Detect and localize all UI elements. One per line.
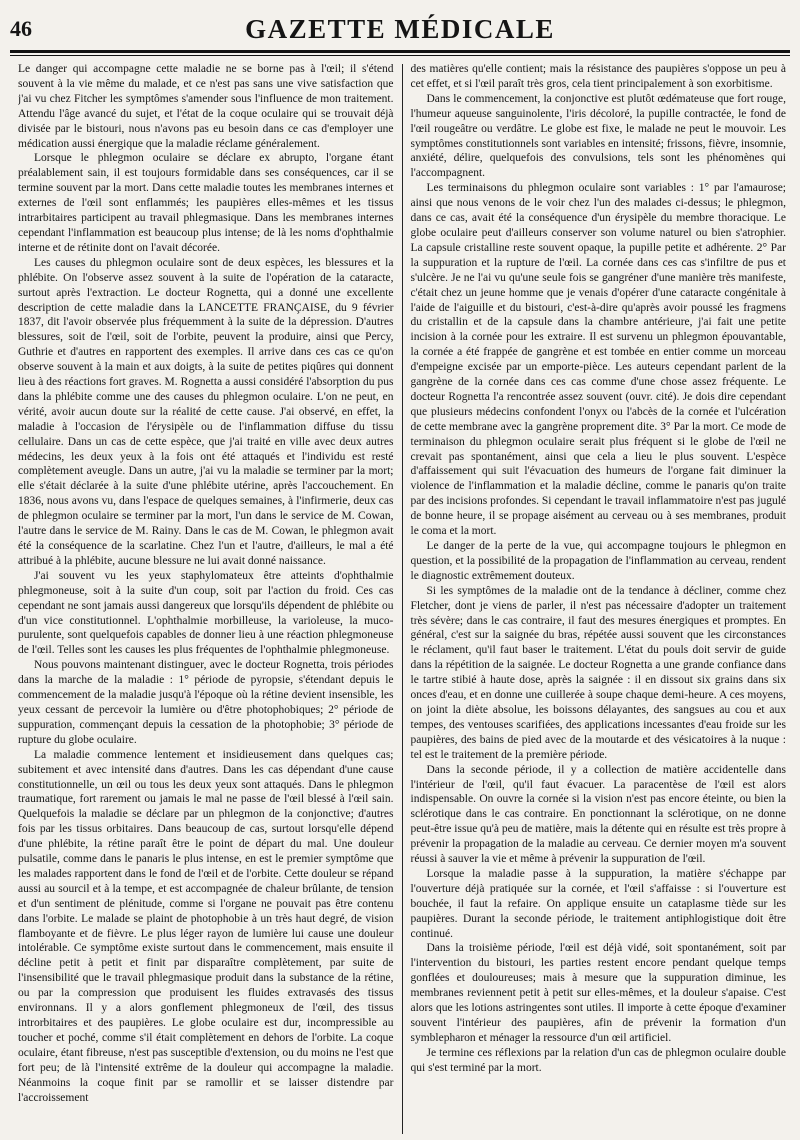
paragraph: Si les symptômes de la maladie ont de la tendance à décliner, comme chez Fletcher, dont je viens de parler, il n'est pas nécessaire d'adopter un traitement très sévère; dans le cas contraire, il faut des mesures énergiques et promptes. En général, c'est sur la saignée du bras, répétée aussi souvent que les circonstances le réclament, qu'il faut baser le traitement. L'état du pouls doit servir de guide dans la répétition de la saignée. Le docteur Rognetta a une grande confiance dans le tartre stibié à haute dose, après la saignée : il en dissout six grains dans six onces d'eau, et en donne une cuillerée à soupe chaque demi-heure. A ces moyens, on joint la diète absolue, les boissons délayantes, des sangsues au cou et aux tempes, des ventouses scarifiées, des applications incessantes d'eau froide sur les paupières, des bains de pied avec de la moutarde et des vésicatoires à la nuque : tel est le traitement de la première période.: [410, 584, 786, 761]
paragraph: Le danger qui accompagne cette maladie ne se borne pas à l'œil; il s'étend souvent à la vie même du malade, et ce n'est pas sans une vive satisfaction que j'ai vu chez Fitcher les symptômes s'amender sous l'influence de mon traitement. Attendu l'âge avancé du sujet, et l'état de la coque oculaire qui se trouvait déjà divisée par le bistouri, nous n'avons pas eu besoin dans ce cas d'employer une médication aussi énergique que la maladie réclame généralement.: [18, 63, 394, 150]
journal-title: GAZETTE MÉDICALE: [245, 14, 555, 44]
right-column: [403, 62, 787, 1134]
page-number: 46: [10, 16, 32, 41]
paragraph: Je termine ces réflexions par la relation d'un cas de phlegmon oculaire double qui s'est terminé par la mort.: [410, 1046, 786, 1074]
paragraph: Dans la seconde période, il y a collection de matière accidentelle dans l'intérieur de l'œil, qu'il faut évacuer. La paracentèse de l'œil est alors indispensable. On ouvre la cornée si la vision n'est pas encore éteinte, ou bien la sclérotique dans le cas contraire. En ponctionnant la sclérotique, on ne donne peut-être issue qu'à peu de matière, mais la détente qui en résulte est très propre à prévenir la propagation de la maladie au cerveau. Ce dernier moyen m'a souvent réussi à sauver la vie et même à prévenir la suppuration de l'œil.: [410, 763, 786, 866]
paragraph: Les causes du phlegmon oculaire sont de deux espèces, les blessures et la phlébite. On l'observe assez souvent à la suite de l'opération de la cataracte, surtout après l'extraction. Le docteur Rognetta, qui a donné une excellente description de cette maladie dans la LANCETTE FRANÇAISE, du 9 février 1837, dit l'avoir observée plus fréquemment à la suite de la dépression. D'autres blessures, soit de l'œil, soit de l'orbite, peuvent la produire, ainsi que Percy, Guthrie et d'autres en rapportent des exemples. Il arrive dans ces cas ce qu'on observe souvent à la main et aux doigts, à la suite de petites piqûres qui donnent lieu à des réactions fort graves. M. Rognetta a aussi considéré l'absorption du pus dans la phlébite comme une des causes du phlegmon oculaire. L'on ne peut, en vérité, avoir aucun doute sur la réalité de cette cause. J'ai observé, en effet, la maladie à l'occasion de l'érysipèle ou de l'inflammation diffuse du tissu cellulaire. Dans un cas de cette espèce, que j'ai traité en ville avec deux autres médecins, les deux yeux à la fois ont été attaqués et l'individu est resté complètement aveugle. Dans un autre, j'ai vu la maladie se terminer par la mort; elle s'était déclarée à la suite d'une phlébite utérine, après l'accouchement. En 1836, nous avons vu, dans l'espace de quelques semaines, à l'infirmerie, deux cas de phlegmon oculaire se terminer par la mort, l'un dans le service de M. Cowan, l'autre dans le service de M. Rainy. Dans le cas de M. Cowan, le phlegmon avait été la conséquence de la scarlatine. Chez l'un et l'autre, d'ailleurs, le mal a été attribué à la phlébite, aucune blessure ne lui avait donné naissance.: [18, 256, 394, 567]
paragraph: La maladie commence lentement et insidieusement dans quelques cas; subitement et avec intensité dans d'autres. Dans les cas dépendant d'une cause constitutionnelle, un œil ou tous les deux yeux sont attaqués. Dans le phlegmon traumatique, fort rarement ou jamais le mal ne passe de l'œil blessé à l'œil sain. Quelquefois la maladie se déclare par un phlegmon de la conjonctive; d'autres fois par les tissus orbitaires. Dans beaucoup de cas, surtout lorsqu'elle dépend d'une phlébite, la rétine paraît être le point de départ du mal. Une douleur pulsatile, comme dans le panaris le plus intense, en est le premier symptôme que les malades rapportent dans le fond de l'œil et de l'orbite. Cette douleur se répand aussi au sourcil et à la tempe, et est accompagnée de chaleur brûlante, de tension et d'un sentiment de plénitude, comme si l'organe ne pouvait pas être contenu dans l'orbite. Le malade se plaint de photophobie à un très haut degré, de vision flamboyante et de fièvre. Le plus léger rayon de lumière lui cause une douleur intolérable. Ce symptôme existe surtout dans le commencement, mais ensuite il décline petit à petit et finit par disparaître complètement, par suite de l'insensibilité que le travail phlegmasique produit dans la substance de la rétine, ou par la compression que produisent les fluides extravasés des tissus environnans. Il y a alors gonflement phlegmoneux de l'œil, des tissus introrbitaires et des paupières. Le globe oculaire est dur, incompressible au toucher et poché, comme s'il était complètement en dehors de l'orbite. La coque oculaire, étant fibreuse, n'est pas susceptible d'extension, ou du moins ne l'est que fort peu; de là l'intensité extrême de la douleur qui accompagne la maladie. Néanmoins la coque finit par se ramollir et se laisser distendre par l'accroissement: [18, 748, 394, 1104]
paragraph: Lorsque le phlegmon oculaire se déclare ex abrupto, l'organe étant préalablement sain, il est toujours formidable dans ses conséquences, car il se termine souvent par la mort. Dans cette maladie toutes les membranes internes et externes de l'œil sont enflammés; les paupières elles-mêmes et les tissus intrarbitaires participent au travail phlegmasique. Dans les membranes internes cependant l'inflammation est beaucoup plus intense; de là les noms d'ophthalmie interne et de rétinite dont on l'avait décorée.: [18, 152, 394, 254]
paragraph: Le danger de la perte de la vue, qui accompagne toujours le phlegmon en question, et la possibilité de la propagation de l'inflammation au cerveau, rendent le diagnostic extrêmement douteux.: [410, 540, 786, 582]
paragraph: Nous pouvons maintenant distinguer, avec le docteur Rognetta, trois périodes dans la marche de la maladie : 1° période de pyropsie, s'étendant depuis le commencement de la maladie jusqu'à l'époque où la rétine devient insensible, les yeux cessant de percevoir la lumière ou d'être photophobiques; 2° période de suppuration, commençant depuis la cessation de la photophobie; 3° période de rupture du globe oculaire.: [18, 659, 394, 746]
paragraph: Dans la troisième période, l'œil est déjà vidé, soit spontanément, soit par l'intervention du bistouri, les parties restent encore pendant quelque temps gonflées et douloureuses; mais à mesure que la suppuration diminue, les membranes reviennent petit à petit sur elles-mêmes, et la douleur s'apaise. C'est alors que les lotions astringentes sont utiles. Il importe à cette époque d'examiner souvent l'intérieur des paupières, afin de prévenir la formation d'un symblepharon et ménager la ressource d'un œil artificiel.: [410, 942, 786, 1044]
paragraph: Lorsque la maladie passe à la suppuration, la matière s'échappe par l'ouverture déjà pratiquée sur la cornée, et l'œil s'affaisse : si l'ouverture est bouchée, il faut la refaire. On applique ensuite un cataplasme tiède sur les paupières. Durant la seconde période, le traitement antiphlogistique doit être continué.: [410, 867, 786, 940]
header-rule: [10, 50, 790, 53]
paragraph: Dans le commencement, la conjonctive est plutôt œdémateuse que fort rouge, l'humeur aqueuse sanguinolente, l'iris décoloré, la pupille contractée, le fond de l'œil rougeâtre ou verdâtre. Le globe est fixe, le malade ne peut le mouvoir. Les symptômes constitutionnels sont variables en intensité; frissons, fièvre, insomnie, anxiété, délire, quelquefois des convulsions, tels sont les phénomènes qui l'accompagnent.: [410, 92, 786, 180]
header-rule-thin: [10, 55, 790, 56]
paragraph: J'ai souvent vu les yeux staphylomateux être atteints d'ophthalmie phlegmoneuse, soit à la suite d'un coup, soit par l'action du froid. Ces cas cependant ne sont jamais aussi dangereux que lorsqu'ils dépendent de phlébite ou d'un vice constitutionnel. L'ophthalmie morbilleuse, la varioleuse, la muco-purulente, sont quelquefois capables de donner lieu à une réaction phlegmoneuse de l'œil. Telles sont les causes les plus fréquentes de l'ophthalmie phlegmoneuse.: [18, 569, 394, 657]
paragraph: Les terminaisons du phlegmon oculaire sont variables : 1° par l'amaurose; ainsi que nous venons de le voir chez l'un des malades ci-dessus; le phlegmon, dans ce cas, avait été la conséquence d'un érysipèle du membre thoracique. Le globe oculaire peut d'ailleurs conserver son volume naturel ou bien s'atrophier. La capsule cristalline reste souvent opaque, la pupille petite et adhérente. 2° Par la suppuration et la rupture de l'œil. La cornée dans ces cas s'infiltre de pus et s'ulcère. Je ne l'ai vu qu'une seule fois se gangréner d'une manière très manifeste, c'était chez un jeune homme que je venais d'opérer d'une cataracte congénitale à l'aide de l'aiguille et du bistouri, c'est-à-dire qu'après avoir poussé les fragmens du cristallin et de la capsule dans la chambre antérieure, j'ai fait une petite incision à la cornée pour les extraire. Il est survenu un phlegmon épouvantable, la cornée a été frappée de gangrène et est tombée en entier comme un morceau d'empeigne excisée par un emporte-pièce. Les auteurs cependant parlent de la gangrène de la cornée dans ces cas comme d'une chose assez fréquente. Le docteur Rognetta l'a rencontrée assez souvent (ouvr. cité). Je dois dire cependant que plusieurs médecins confondent l'onyx ou l'abcès de la cornée et l'ulcération de cette membrane avec la gangrène proprement dite. 3° Par la mort. Ce mode de terminaison du phlegmon oculaire serait plus fréquent si le globe de l'œil ne crevait pas spontanément, ainsi que cela a lieu le plus souvent. L'espèce d'affaissement qui suit l'évacuation des humeurs de l'organe fait diminuer la violence de l'inflammation et la maladie décline, comme le panaris qu'on traite par des incisions profondes. Si cependant le travail inflammatoire n'est pas jugulé de bonne heure, il se propage aisément au cerveau ou à ses membranes, produit le coma et la mort.: [410, 182, 786, 538]
masthead: [10, 10, 790, 52]
paragraph: des matières qu'elle contient; mais la résistance des paupières s'oppose un peu à cet effet, et si l'œil paraît très gros, cela tient principalement à son exorbitisme.: [410, 63, 786, 90]
left-column: [18, 62, 402, 1134]
article-columns: [18, 62, 786, 1134]
